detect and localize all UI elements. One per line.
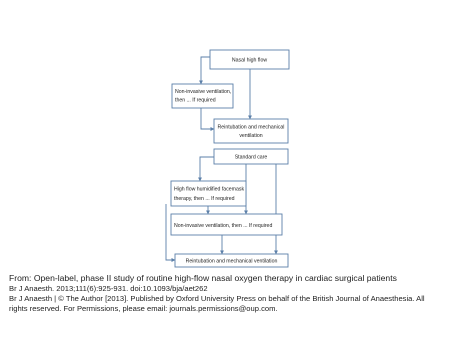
figure-caption <box>9 273 445 315</box>
edge-standard-care-to-hfhf <box>200 157 214 181</box>
caption-rights: Br J Anaesth | © The Author [2013]. Published by Oxford University Press on behalf of the British Journal of Anaesthesia. All rights reserved. For Permissions, please email: journals.permissions@oup.com. <box>9 294 425 314</box>
node-reintubation-top-line2: ventilation <box>239 133 263 139</box>
node-niv-top <box>172 84 233 108</box>
node-niv-top-line1: Non-invasive ventilation, <box>175 89 232 95</box>
edge-niv-to-reintubation <box>201 108 214 129</box>
node-standard-care <box>214 149 288 164</box>
node-reintubation-top-line1: Reintubation and mechanical <box>217 124 285 131</box>
node-reintubation-bottom <box>175 254 288 267</box>
node-niv-bottom-label: Non-invasive ventilation, then ... If required <box>174 223 273 229</box>
node-hfhf-mask-line2: therapy, then ... If required <box>174 196 235 202</box>
node-niv-top-line2: then ... If required <box>175 97 216 104</box>
node-hfhf-mask-line1: High flow humidified facemask <box>174 186 245 193</box>
caption-citation: Br J Anaesth. 2013;111(6):925-931. doi:10.1093/bja/aet262 <box>9 284 208 293</box>
node-standard-care-label: Standard care <box>234 154 268 161</box>
edge-nhf-to-niv <box>201 57 210 84</box>
node-hfhf-mask <box>171 181 246 206</box>
node-nasal-high-flow <box>210 50 289 69</box>
node-niv-bottom <box>171 214 282 235</box>
caption-from: From: Open-label, phase II study of routine high-flow nasal oxygen therapy in cardiac surgical patients <box>9 273 397 283</box>
node-reintubation-top <box>214 119 288 143</box>
node-reintubation-bottom-label: Reintubation and mechanical ventilation <box>185 258 278 265</box>
node-nasal-high-flow-label: Nasal high flow <box>231 57 268 64</box>
